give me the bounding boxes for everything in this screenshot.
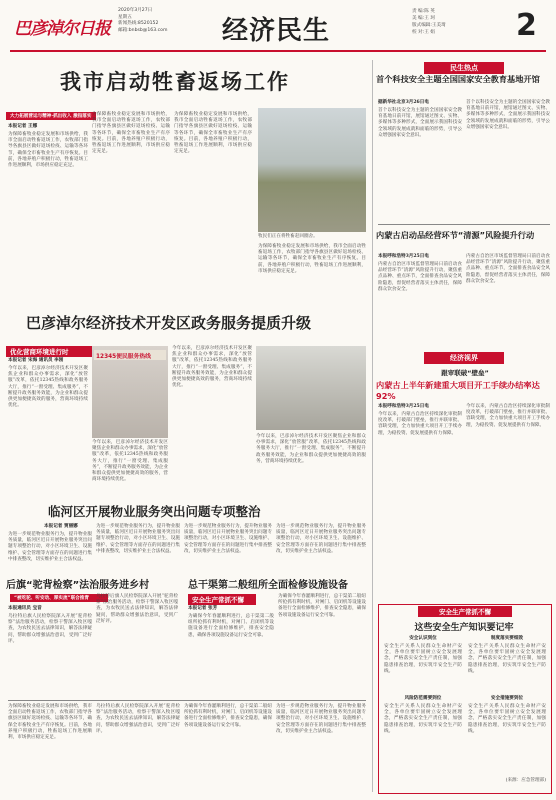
masthead-info <box>118 8 167 34</box>
story5-kicker: 安全生产常抓不懈 <box>188 594 256 605</box>
story3-byline: 本报记者 贾丽娜 <box>44 524 78 529</box>
lead-kicker: 大力拓展营运与精神·抓出收入 激指落实 <box>6 112 96 120</box>
masthead-rule <box>10 50 546 52</box>
safety-col3-body: 安全生产关系人民群众生命财产安全，各单位要牢固树立安全发展理念，严格落实安全生产责任制，加强隐患排查治理，切实筑牢安全生产防线。 <box>384 704 462 734</box>
right-low-label: 经济视界 <box>424 352 504 364</box>
story3-body-col4: 为进一步规范物业服务行为，提升物业服务质量，临河区近日开展物业服务突出问题专项整治行动，对小区环境卫生、设施维护、安全管理等方面存在的问题进行集中排查整改，切实维护业主合法权益。 <box>276 524 366 554</box>
right-top-body-col2: 首个以科技安全为主题的全国国家安全教育基地日前开馆，展馆通过图文、实物、多媒体等多种形式，全面展示我国科技安全领域的发展成就和面临的形势，引导公众增强国家安全意识。 <box>466 100 550 130</box>
logo: 巴彦淖尔日报 <box>14 19 110 39</box>
bottom-body-col4: 为进一步规范物业服务行为，提升物业服务质量，临河区近日开展物业服务突出问题专项整治行动，对小区环境卫生、设施维护、安全管理等方面存在的问题进行集中排查整改，切实维护业主合法权益。 <box>276 704 366 734</box>
issue-weekday: 星期五 <box>118 14 132 20</box>
editor-line: 美 编:王 珂 <box>412 16 435 21</box>
page-number: 2 <box>516 8 537 43</box>
issue-date: 2020年3月27日 <box>118 8 153 13</box>
safety-col4-title: 安全措施要到位 <box>490 696 524 701</box>
lead-photo-caption: 牧民们正在将牲畜赶回圈舍。 <box>258 234 318 239</box>
story2-banner-text: 12345便民服务热线 <box>96 354 151 360</box>
section-title: 经济民生 <box>222 16 331 46</box>
story4-body-col2: 乌拉特后旗人民检察院深入开展“驼背检察”法治服务活动，检察干警深入牧区嘎查，为农牧民送去法律知识，解答法律疑问，帮助群众增强法治意识，受到广泛好评。 <box>96 594 178 624</box>
story4-kicker: “被吃驼、听安动、厚实流”联合推青 <box>10 594 108 602</box>
story2-photo-2 <box>256 346 366 430</box>
story5-byline: 本报记者 张芳 <box>188 606 218 611</box>
story3-body-col3: 为进一步规范物业服务行为，提升物业服务质量，临河区近日开展物业服务突出问题专项整治行动，对小区环境卫生、设施维护、安全管理等方面存在的问题进行集中排查整改，切实维护业主合法权益。 <box>184 524 272 554</box>
safety-source: (来源：应急管理部) <box>505 778 546 783</box>
story2-byline: 本报记者 宋海 通讯员 李刚 <box>8 358 64 363</box>
bottom-divider <box>8 700 366 701</box>
story2-body-col1: 今年以来，巴彦淖尔经济技术开发区聚焦企业和群众办事需求，深化“放管服”改革，依托12345热线和政务服务大厅，推行“一窗受理、集成服务”，不断提升政务服务效能，为企业和群众提供更加便捷高效的服务，营商环境持续优化。 <box>8 366 88 409</box>
editor-line: 校 对:王 娟 <box>412 30 435 35</box>
bottom-body-col1: 为保障畜牧业稳定发展和市场供给，我市全面启动牲畜返场工作，农牧部门指导各旗县区做好返场检疫、运输等各环节，确保全市畜牧业生产有序恢复。目前，各地养殖户积极行动，牲畜返场工作进展顺利，市场供应稳定充足。 <box>8 704 92 741</box>
right-top-byline: 据新华社北京3月26日电 <box>378 100 429 105</box>
right-top-headline: 首个科技安全主题全国国家安全教育基地开馆 <box>376 74 540 84</box>
email: 邮箱:bnbsb@163.com <box>118 27 168 33</box>
right-top-body-col1: 首个以科技安全为主题的全国国家安全教育基地日前开馆，展馆通过图文、实物、多媒体等多种形式，全面展示我国科技安全领域的发展成就和面临的形势，引导公众增强国家安全意识。 <box>378 108 462 138</box>
editor-line: 责 编:陈 英 <box>412 9 435 14</box>
right-low-kicker: 跟审联破“壁垒” <box>441 369 489 377</box>
right-low-body-col2: 今年以来，内蒙古自治区持续深化审批制度改革，打破部门壁垒，推行并联审批、容缺受理，全力加快重大项目开工手续办理，为稳投资、促发展提供有力保障。 <box>466 404 550 428</box>
story2-kicker: 优化营商环境进行时 <box>6 346 94 357</box>
bottom-body-col2: 乌拉特后旗人民检察院深入开展“驼背检察”法治服务活动，检察干警深入牧区嘎查，为农牧民送去法律知识，解答法律疑问，帮助群众增强法治意识，受到广泛好评。 <box>96 704 180 734</box>
lead-body-col2: 为保障畜牧业稳定发展和市场供给，我市全面启动牲畜返场工作，农牧部门指导各旗县区做好返场检疫、运输等各环节，确保全市畜牧业生产有序恢复。目前，各地养殖户积极行动，牲畜返场工作进展顺利，市场供应稳定充足。 <box>92 112 170 155</box>
story2-body-col2: 今年以来，巴彦淖尔经济技术开发区聚焦企业和群众办事需求，深化“放管服”改革，依托12345热线和政务服务大厅，推行“一窗受理、集成服务”，不断提升政务服务效能，为企业和群众提供更加便捷高效的服务，营商环境持续优化。 <box>92 440 168 483</box>
story5-headline: 总干渠第二般纽所全面检修设施设备 <box>188 580 348 591</box>
lead-body-col1: 为保障畜牧业稳定发展和市场供给，我市全面启动牲畜返场工作，农牧部门指导各旗县区做好返场检疫、运输等各环节，确保全市畜牧业生产有序恢复。目前，各地养殖户积极行动，牲畜返场工作进展顺利，市场供应稳定充足。 <box>8 132 88 169</box>
right-mid-rule <box>378 224 550 225</box>
safety-col1-title: 安全认识到位 <box>409 636 437 641</box>
lead-byline: 本报记者 王娜 <box>8 124 38 129</box>
safety-col1-body: 安全生产关系人民群众生命财产安全，各单位要牢固树立安全发展理念，严格落实安全生产责任制，加强隐患排查治理，切实筑牢安全生产防线。 <box>384 644 462 674</box>
lead-headline: 我市启动牲畜返场工作 <box>60 70 290 94</box>
column-separator <box>372 60 373 792</box>
lead-photo <box>258 108 366 232</box>
right-mid-body-col2: 内蒙古自治区市场监督管理局日前启动食品经营环节“清源”风险提升行动，聚焦重点品种、重点环节，全面排查食品安全风险隐患，督促经营者落实主体责任，保障群众饮食安全。 <box>466 254 550 284</box>
story3-body-col1: 为进一步规范物业服务行为，提升物业服务质量，临河区近日开展物业服务突出问题专项整治行动，对小区环境卫生、设施维护、安全管理等方面存在的问题进行集中排查整改，切实维护业主合法权益。 <box>8 532 92 562</box>
right-mid-body-col1: 内蒙古自治区市场监督管理局日前启动食品经营环节“清源”风险提升行动，聚焦重点品种、重点环节，全面排查食品安全风险隐患，督促经营者落实主体责任，保障群众饮食安全。 <box>378 262 462 292</box>
hotline: 新闻热线:8520152 <box>118 21 159 26</box>
safety-col2-body: 安全生产关系人民群众生命财产安全，各单位要牢固树立安全发展理念，严格落实安全生产责任制，加强隐患排查治理，切实筑牢安全生产防线。 <box>468 644 546 674</box>
safety-col4-body: 安全生产关系人民群众生命财产安全，各单位要牢固树立安全发展理念，严格落实安全生产责任制，加强隐患排查治理，切实筑牢安全生产防线。 <box>468 704 546 734</box>
right-low-body-col1: 今年以来，内蒙古自治区持续深化审批制度改革，打破部门壁垒，推行并联审批、容缺受理，全力加快重大项目开工手续办理，为稳投资、促发展提供有力保障。 <box>378 412 462 436</box>
story5-body-col2: 为确保今年春灌顺利进行，总干渠第二般纽所抢抓有利时机，对闸门、启闭机等设施设备进行全面检修维护，排查安全隐患，确保各项设施设备运行安全可靠。 <box>278 594 366 618</box>
story4-headline: 后旗“驼背检察”法治服务进乡村 <box>6 580 150 591</box>
editor-credits <box>412 8 504 36</box>
story3-headline: 临河区开展物业服务突出问题专项整治 <box>48 504 261 519</box>
story3-body-col2: 为进一步规范物业服务行为，提升物业服务质量，临河区近日开展物业服务突出问题专项整治行动，对小区环境卫生、设施维护、安全管理等方面存在的问题进行集中排查整改，切实维护业主合法权益。 <box>96 524 180 554</box>
safety-box-kicker: 安全生产常抓不懈 <box>418 606 512 617</box>
safety-col3-title: 风险防范需要到位 <box>404 696 442 701</box>
right-top-label: 民生热点 <box>424 62 504 74</box>
right-mid-headline: 内蒙古启动品经营环节“清源”风险提升行动 <box>376 230 535 240</box>
safety-box-headline: 这些安全生产知识要记牢 <box>414 623 514 633</box>
right-mid-byline: 本报呼和浩特3月25日电 <box>378 254 429 259</box>
editor-line: 版式编辑:王美琦 <box>412 23 446 28</box>
story2-body-col3: 今年以来，巴彦淖尔经济技术开发区聚焦企业和群众办事需求，深化“放管服”改革，依托12345热线和政务服务大厅，推行“一窗受理、集成服务”，不断提升政务服务效能，为企业和群众提供更加便捷高效的服务，营商环境持续优化。 <box>172 346 252 389</box>
right-low-headline: 内蒙古上半年新建重大项目开工手续办结率达92% <box>376 380 540 401</box>
story2-headline: 巴彦淖尔经济技术开发区政务服务提质升级 <box>26 314 312 332</box>
masthead <box>0 0 556 60</box>
story4-byline: 本报通讯员 宝音 <box>8 606 42 611</box>
right-low-byline: 本报呼和浩特3月25日电 <box>378 404 429 409</box>
lead-body-col4: 为保障畜牧业稳定发展和市场供给，我市全面启动牲畜返场工作，农牧部门指导各旗县区做好返场检疫、运输等各环节，确保全市畜牧业生产有序恢复。目前，各地养殖户积极行动，牲畜返场工作进展顺利，市场供应稳定充足。 <box>258 244 366 274</box>
story2-body-col4: 今年以来，巴彦淖尔经济技术开发区聚焦企业和群众办事需求，深化“放管服”改革，依托12345热线和政务服务大厅，推行“一窗受理、集成服务”，不断提升政务服务效能，为企业和群众提供更加便捷高效的服务，营商环境持续优化。 <box>256 434 366 464</box>
bottom-body-col3: 为确保今年春灌顺利进行，总干渠第二般纽所抢抓有利时机，对闸门、启闭机等设施设备进行全面检修维护，排查安全隐患，确保各项设施设备运行安全可靠。 <box>184 704 272 728</box>
story5-body-col1: 为确保今年春灌顺利进行，总干渠第二般纽所抢抓有利时机，对闸门、启闭机等设施设备进行全面检修维护，排查安全隐患，确保各项设施设备运行安全可靠。 <box>188 614 274 638</box>
lead-body-col3: 为保障畜牧业稳定发展和市场供给，我市全面启动牲畜返场工作，农牧部门指导各旗县区做好返场检疫、运输等各环节，确保全市畜牧业生产有序恢复。目前，各地养殖户积极行动，牲畜返场工作进展顺利，市场供应稳定充足。 <box>174 112 252 155</box>
story4-body-col1: 乌拉特后旗人民检察院深入开展“驼背检察”法治服务活动，检察干警深入牧区嘎查，为农牧民送去法律知识，解答法律疑问，帮助群众增强法治意识，受到广泛好评。 <box>8 614 92 644</box>
safety-col2-title: 制度落实要细致 <box>490 636 524 641</box>
